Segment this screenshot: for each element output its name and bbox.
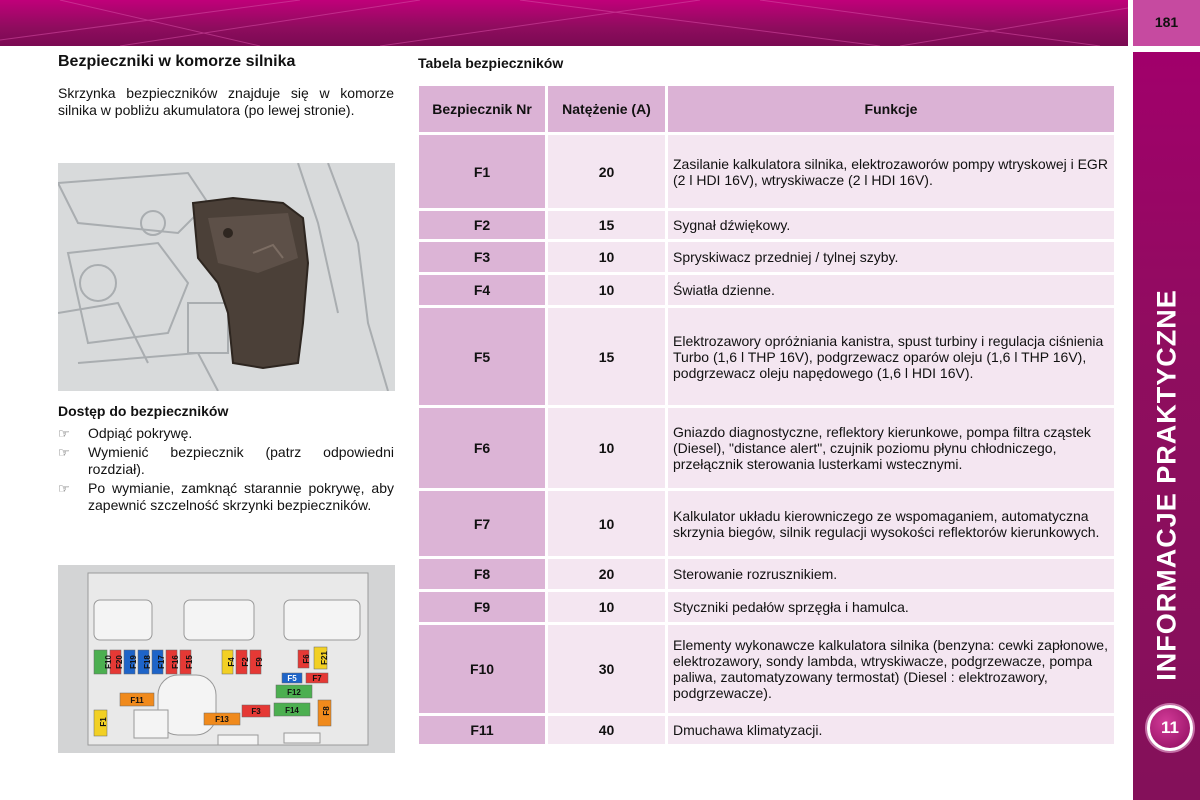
fuse-function: Kalkulator układu kierowniczego ze wspomaganiem, automatyczna skrzynia biegów, silnik regulacji wysokości reflektorów kierunkowych. [668,491,1114,556]
header-pattern [0,0,1128,46]
fuse-label: F9 [255,657,264,667]
step-item: ☞ Wymienić bezpiecznik (patrz odpowiedni rozdział). [58,444,394,477]
fuse-number: F8 [419,559,545,589]
intro-paragraph: Skrzynka bezpieczników znajduje się w komorze silnika w pobliżu akumulatora (po lewej stronie). [58,85,394,118]
fuse-label: F16 [171,655,180,669]
fuse-label: F6 [302,654,311,664]
table-row [419,408,1114,488]
fuse-label: F20 [115,655,124,669]
table-row [419,592,1114,622]
fuse-amperage: 10 [548,491,665,556]
fuse-label: F21 [320,651,329,665]
chapter-number-badge [1147,705,1193,751]
fuse-function: Sygnał dźwiękowy. [668,211,1114,239]
fuse-function: Styczniki pedałów sprzęgła i hamulca. [668,592,1114,622]
fuse-amperage: 10 [548,408,665,488]
page-number: 181 [1154,14,1179,30]
fuse-label: F15 [185,655,194,669]
fuse-amperage: 10 [548,592,665,622]
fuse-number: F10 [419,625,545,713]
table-row [419,308,1114,405]
fuse-amperage: 10 [548,242,665,272]
fuse-label: F18 [143,655,152,669]
fuse-label: F14 [285,706,299,715]
header-bar [0,0,1128,46]
fuse-box-diagram [58,565,395,753]
fuse-number: F6 [419,408,545,488]
fuse-amperage: 10 [548,275,665,305]
fuse-number: F2 [419,211,545,239]
fuse-function: Sterowanie rozrusznikiem. [668,559,1114,589]
fuse-label: F8 [322,706,331,716]
header-functions: Funkcje [668,86,1114,132]
fuse-label: F17 [157,655,166,669]
header-amperage: Natężenie (A) [548,86,665,132]
fuse-amperage: 40 [548,716,665,744]
chapter-title: INFORMACJE PRAKTYCZNE [1151,289,1181,681]
fuse-label: F13 [215,715,229,724]
fuse-function: Gniazdo diagnostyczne, reflektory kierunkowe, pompa filtra cząstek (Diesel), "distance alert", czujnik poziomu płynu chłodniczego, przełącznik sterowania lusterkami wstecznymi. [668,408,1114,488]
chapter-number: 11 [1161,718,1179,737]
pointing-hand-icon: ☞ [58,426,70,441]
table-row [419,135,1114,208]
fuse-function: Spryskiwacz przedniej / tylnej szyby. [668,242,1114,272]
header-fuse-number: Bezpiecznik Nr [419,86,545,132]
fuse-function: Dmuchawa klimatyzacji. [668,716,1114,744]
fuse-label: F2 [241,657,250,667]
pointing-hand-icon: ☞ [58,445,70,460]
fuse-label: F5 [287,674,297,683]
fuse-amperage: 20 [548,559,665,589]
fuse-amperage: 20 [548,135,665,208]
table-row [419,559,1114,589]
table-row [419,275,1114,305]
table-row [419,211,1114,239]
fuse-number: F1 [419,135,545,208]
fuse-table-title: Tabela bezpieczników [418,55,564,71]
step-item: ☞ Po wymianie, zamknąć starannie pokrywę, aby zapewnić szczelność skrzynki bezpieczników. [58,480,394,513]
fuse-function: Światła dzienne. [668,275,1114,305]
fuse-number: F11 [419,716,545,744]
fuse-amperage: 15 [548,308,665,405]
fuse-function: Zasilanie kalkulatora silnika, elektrozaworów pompy wtryskowej i EGR (2 l HDI 16V), wtryskiwacze (2 l HDI 16V). [668,135,1114,208]
fuse-label: F1 [99,717,108,727]
fuse-label: F12 [287,688,301,697]
table-row [419,242,1114,272]
fuse-number: F7 [419,491,545,556]
fuse-function: Elektrozawory opróżniania kanistra, spust turbiny i regulacja ciśnienia Turbo (1,6 l THP 16V), podgrzewacz oparów oleju (1,6 l THP 16V), podgrzewacz oleju napędowego (1,6 l HDI 16V). [668,308,1114,405]
table-row [419,625,1114,713]
fuse-number: F9 [419,592,545,622]
table-row [419,491,1114,556]
fuse-number: F4 [419,275,545,305]
fuse-amperage: 30 [548,625,665,713]
section-title: Bezpieczniki w komorze silnika [58,53,296,70]
engine-compartment-illustration [58,163,395,391]
step-item: ☞ Odpiąć pokrywę. [58,425,193,441]
fuse-label: F7 [312,674,322,683]
table-header-row [419,86,1114,132]
fuse-number: F5 [419,308,545,405]
access-title: Dostęp do bezpieczników [58,403,229,419]
fuse-label: F3 [251,707,261,716]
fuse-label: F10 [104,655,113,669]
access-steps-list [58,425,394,516]
table-row [419,716,1114,744]
fuse-amperage: 15 [548,211,665,239]
fuse-label: F19 [129,655,138,669]
fuse-number: F3 [419,242,545,272]
fuse-function: Elementy wykonawcze kalkulatora silnika (benzyna: cewki zapłonowe, elektrozawory, sondy lambda, wtryskiwacze, podgrzewacze, pompa paliwa, zautomatyzowany termostat) (Diesel : elektrozawory, podgrzewacze). [668,625,1114,713]
fuse-table [416,83,1117,747]
fuse-label: F11 [130,696,144,705]
pointing-hand-icon: ☞ [58,481,70,496]
fuse-label: F4 [227,657,236,667]
